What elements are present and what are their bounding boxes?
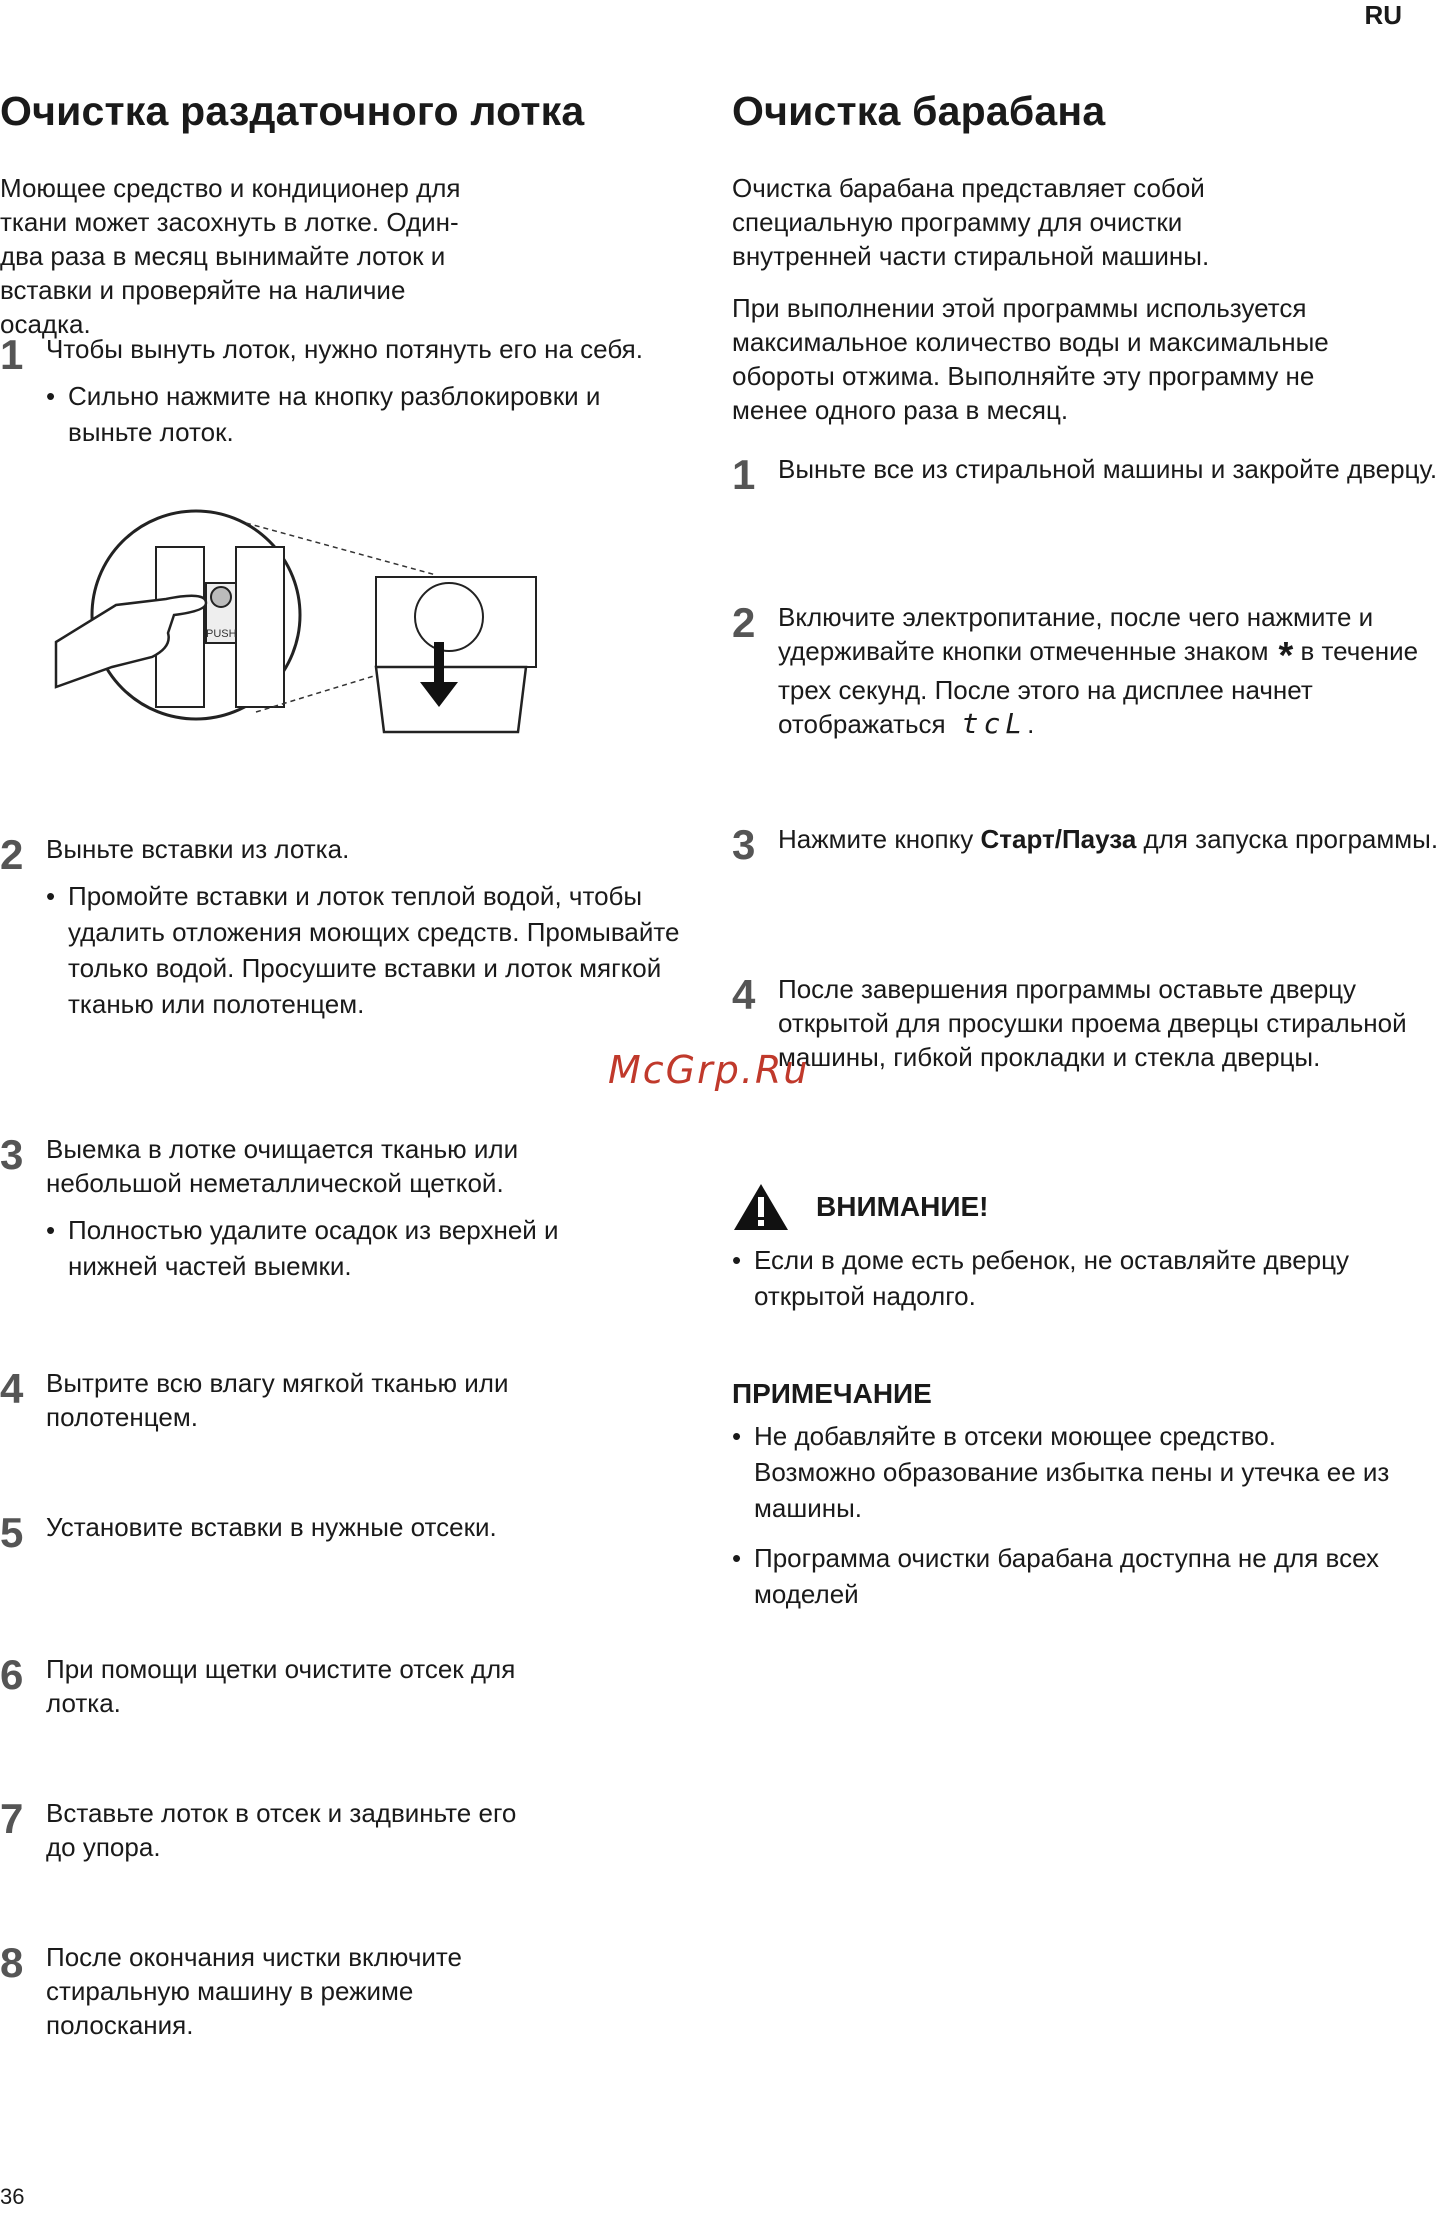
right-step-1 [732,451,1448,498]
watermark: McGrp.Ru [608,1048,810,1092]
step-text: Установите вставки в нужные отсеки. [46,1512,497,1542]
step-text: Чтобы вынуть лоток, нужно потянуть его на себя. [46,334,643,364]
bullet-dot: • [46,881,56,911]
step-number: 7 [0,1795,24,1842]
right-step-3 [732,821,1448,868]
left-step-3 [0,1132,626,1284]
step-text: После завершения программы оставьте дверцу открытой для просушки проема дверцы стиральной машины, гибкой прокладки и стекла дверцы. [778,974,1407,1072]
step-text: После окончания чистки включите стиральную машину в режиме полоскания. [46,1942,462,2040]
step-bullet [46,1212,626,1284]
step-text-part-a: Нажмите кнопку [778,824,974,854]
step-bullet [46,878,686,1022]
asterisk-icon: * [1278,635,1294,677]
step-text [778,822,1448,856]
language-code: RU [1364,0,1402,30]
bullet-text: Полностью удалите осадок из верхней и нижней частей выемки. [68,1215,559,1281]
left-step-8 [0,1940,546,2042]
step-number: 8 [0,1939,24,1986]
step-number: 5 [0,1509,24,1556]
left-step-1 [0,332,666,450]
step-text-part-b: в течение трех секунд. После этого на дисплее начнет отображаться [778,636,1419,739]
step-text-part-c: . [1027,709,1035,739]
drum-intro-1: Очистка барабана представляет собой специальную программу для очистки внутренней части стиральной машины. [732,173,1210,271]
note-bullet-2 [732,1540,1402,1612]
page-number: 36 [0,2184,25,2209]
step-text: Вытрите всю влагу мягкой тканью или полотенцем. [46,1368,509,1432]
left-step-5 [0,1509,646,1556]
step-number: 3 [0,1131,24,1178]
note-block [732,1378,1402,1612]
warning-bullet [732,1242,1402,1314]
step-number: 4 [732,971,756,1018]
warning-title: ВНИМАНИЕ! [816,1191,989,1222]
step-text: Выемка в лотке очищается тканью или небольшой неметаллической щеткой. [46,1134,519,1198]
step-text: Вставьте лоток в отсек и задвиньте его до упора. [46,1798,517,1862]
bullet-text: Сильно нажмите на кнопку разблокировки и выньте лоток. [68,381,601,447]
dispenser-section-title: Очистка раздаточного лотка [0,88,585,134]
step-number: 2 [0,831,24,878]
step-number: 1 [732,451,756,498]
warning-heading [732,1182,1402,1232]
left-step-6 [0,1652,546,1720]
bullet-text: Промойте вставки и лоток теплой водой, чтобы удалить отложения моющих средств. Промывайте только водой. Просушите вставки и лоток мягкой тканью или полотенцем. [68,881,680,1019]
left-column [0,88,660,359]
push-label: PUSH [206,628,237,640]
step-text [778,600,1448,741]
right-column [732,88,1402,445]
left-step-2 [0,832,686,1022]
bullet-dot: • [732,1421,742,1451]
step-text-part-b: для запуска программы. [1143,824,1439,854]
step-number: 6 [0,1651,24,1698]
bullet-text: Не добавляйте в отсеки моющее средство. Возможно образование избытка пены и утечка ее из машины. [754,1421,1390,1523]
step-number: 1 [0,331,24,378]
step-bullet [46,378,666,450]
warning-triangle-icon [732,1182,790,1232]
step-number: 3 [732,821,756,868]
drum-section-title: Очистка барабана [732,88,1106,134]
bullet-text: Если в доме есть ребенок, не оставляйте дверцу открытой надолго. [754,1245,1350,1311]
step-text: При помощи щетки очистите отсек для лотка. [46,1654,516,1718]
start-pause-label: Старт/Пауза [980,824,1137,854]
warning-block [732,1182,1402,1314]
note-title: ПРИМЕЧАНИЕ [732,1378,932,1409]
step-text-part-a: Включите электропитание, после чего нажмите и удерживайте кнопки отмеченные знаком [778,602,1374,666]
dispenser-removal-illustration [56,507,536,737]
left-step-4 [0,1366,606,1434]
bullet-dot: • [46,381,56,411]
step-number: 2 [732,599,756,646]
note-bullet-1 [732,1418,1402,1526]
bullet-dot: • [46,1215,56,1245]
bullet-dot: • [732,1543,742,1573]
step-number: 4 [0,1365,24,1412]
dispenser-slot-right [236,547,284,707]
right-step-2 [732,600,1448,741]
left-step-7 [0,1796,546,1864]
drum-intro-2: При выполнении этой программы используется максимальное количество воды и максимальные обороты отжима. Выполняйте эту программу не менее одного раза в месяц. [732,293,1329,425]
dispenser-intro: Моющее средство и кондиционер для ткани может засохнуть в лотке. Один-два раза в месяц вынимайте лоток и вставки и проверяйте на наличие осадка. [0,173,461,339]
right-step-4 [732,972,1448,1074]
push-knob [211,587,231,607]
step-text: Выньте все из стиральной машины и закройте дверцу. [778,454,1438,484]
bullet-dot: • [732,1245,742,1275]
display-code: tcL [961,707,1028,740]
bullet-text: Программа очистки барабана доступна не для всех моделей [754,1543,1379,1609]
dispenser-drawer [376,667,526,732]
step-text: Выньте вставки из лотка. [46,834,350,864]
washer-top-panel [376,577,536,667]
